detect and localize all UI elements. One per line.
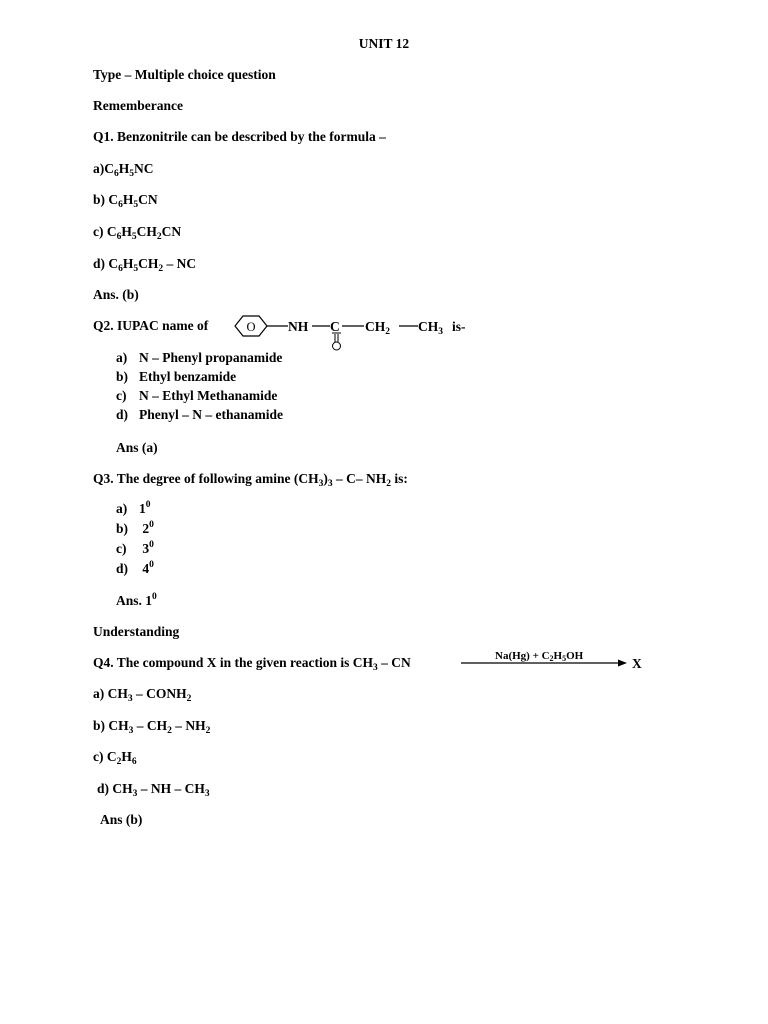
q4-option-a: a) $CH_3$ – $CONH_2$: [93, 686, 192, 704]
q3-option-a: a) $1^0$: [116, 500, 151, 516]
q2-option-d: d) Phenyl – N – ethanamide: [116, 407, 284, 422]
q1-question: Q1. Benzonitrile can be described by the formula –: [93, 129, 386, 144]
q3-option-c: c) $3^0$: [116, 540, 154, 556]
q4-option-d: d) $CH_3$ – NH – $CH_3$: [97, 781, 210, 799]
carbonyl-carbon: C: [330, 319, 340, 334]
q3-question: Q3. The degree of following amine $(CH_3)_3 - C-$ $NH_2$ is:: [93, 471, 408, 489]
q4-option-c: c) $C_2H_6$: [93, 749, 137, 767]
q4-question: Q4. The compound X in the given reaction is $CH_3$ – CN: [93, 655, 411, 673]
q3-option-d: d) $4^0$: [116, 560, 154, 576]
q4-option-b: b) $CH_3 - CH_2 - NH_2$: [93, 718, 211, 736]
reagent-label: Na(Hg) + C2H5OH: [495, 650, 584, 663]
question-type: Type – Multiple choice question: [93, 67, 276, 82]
q1-option-d: d) $C_6H_5CH_2$ – NC: [93, 256, 197, 274]
ch3-group: $CH_3$: [418, 319, 443, 337]
q4-answer: Ans (b): [100, 812, 143, 827]
section-remembrance: Rememberance: [93, 98, 183, 113]
q1-answer: Ans. (b): [93, 287, 139, 302]
q2-option-c: c) N – Ethyl Methanamide: [116, 388, 278, 403]
nh-group: NH: [288, 319, 309, 334]
carbonyl-oxygen-icon: [333, 342, 341, 350]
q1-option-a: $a)C_6H_5NC$: [93, 161, 154, 179]
q1-option-b: b) $C_6H_5CN$: [93, 192, 158, 210]
structure-suffix: is-: [452, 319, 466, 334]
q2-question: Q2. IUPAC name of: [93, 318, 209, 333]
q2-option-a: a) N – Phenyl propanamide: [116, 350, 283, 365]
ch2-group: $CH_2$: [365, 319, 390, 337]
amide-structure: [232, 314, 472, 354]
q3-option-b: b) $2^0$: [116, 520, 154, 536]
arrow-head-icon: [618, 660, 627, 667]
product-x: X: [632, 656, 642, 671]
reaction-arrow: [460, 650, 650, 674]
q1-option-c: c) $C_6H_5CH_2CN$: [93, 224, 182, 242]
q2-option-b: b) Ethyl benzamide: [116, 369, 237, 384]
ring-symbol: O: [246, 320, 256, 334]
unit-title: UNIT 12: [358, 36, 410, 51]
q2-answer: Ans (a): [116, 440, 158, 455]
section-understanding: Understanding: [93, 624, 180, 639]
q3-answer: Ans. $1^0$: [116, 592, 157, 608]
